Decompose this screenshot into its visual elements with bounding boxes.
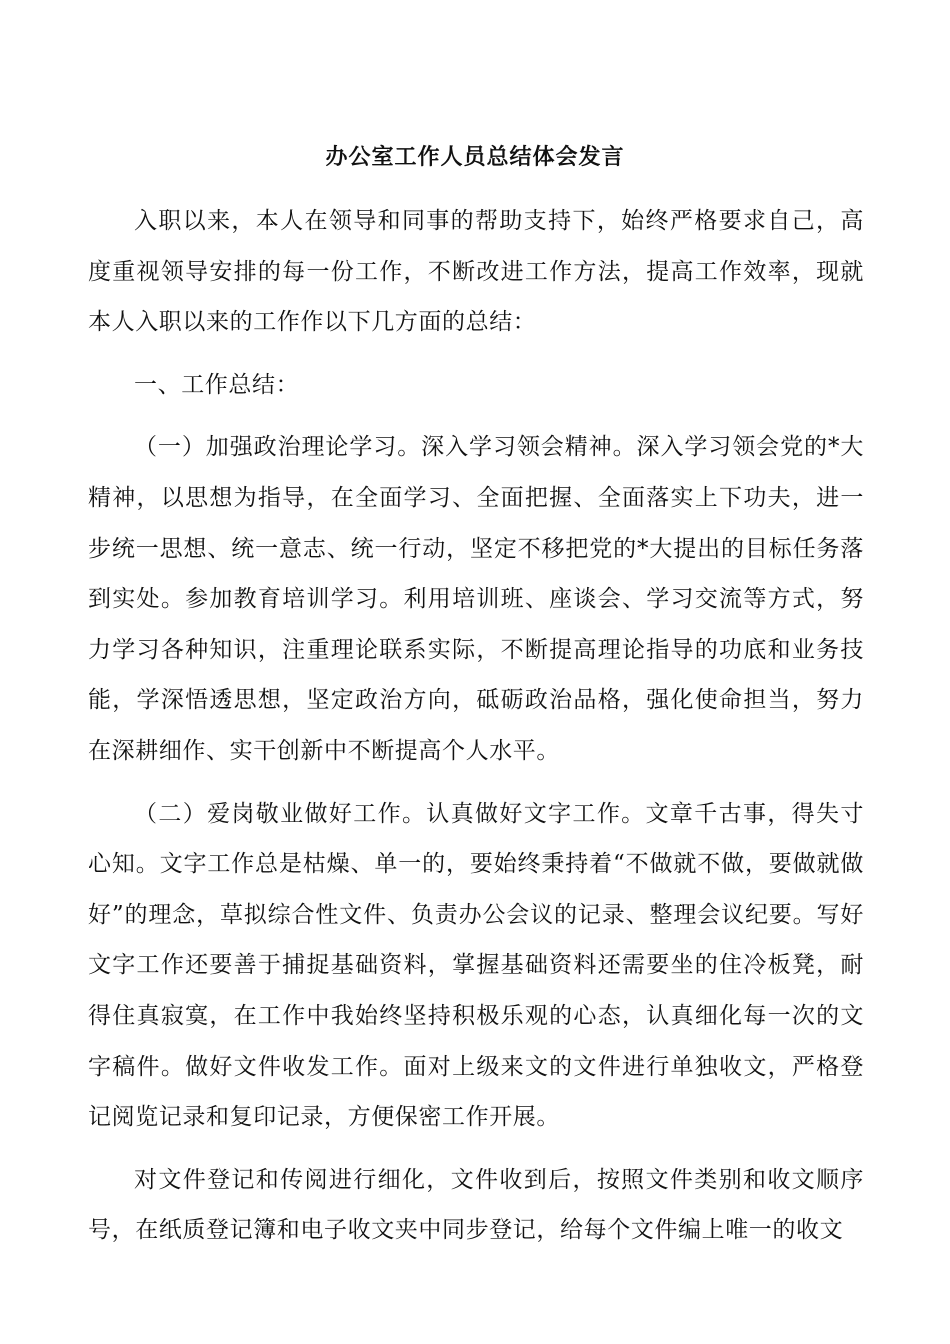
paragraph-file-registration: 对文件登记和传阅进行细化，文件收到后，按照文件类别和收文顺序号，在纸质登记簿和电子收文夹中同步登记，给每个文件编上唯一的收文	[88, 1166, 864, 1244]
paragraph-intro: 入职以来，本人在领导和同事的帮助支持下，始终严格要求自己，高度重视领导安排的每一份工作，不断改进工作方法，提高工作效率，现就本人入职以来的工作作以下几方面的总结：	[88, 208, 864, 336]
paragraph-dedicated-work: （二）爱岗敬业做好工作。认真做好文字工作。文章千古事，得失寸心知。文字工作总是枯燥、单一的，要始终秉持着“不做就不做，要做就做好”的理念，草拟综合性文件、负责办公会议的记录、整理会议纪要。写好文字工作还要善于捕捉基础资料，掌握基础资料还需要坐的住冷板凳，耐得住真寂寞，在工作中我始终坚持积极乐观的心态，认真细化每一次的文字稿件。做好文件收发工作。面对上级来文的文件进行单独收文，严格登记阅览记录和复印记录，方便保密工作开展。	[88, 800, 864, 1131]
document-body	[88, 196, 864, 1256]
paragraph-political-study: （一）加强政治理论学习。深入学习领会精神。深入学习领会党的*大精神，以思想为指导，在全面学习、全面把握、全面落实上下功夫，进一步统一思想、统一意志、统一行动，坚定不移把党的*大提出的目标任务落到实处。参加教育培训学习。利用培训班、座谈会、学习交流等方式，努力学习各种知识，注重理论联系实际，不断提高理论指导的功底和业务技能，学深悟透思想，坚定政治方向，砥砺政治品格，强化使命担当，努力在深耕细作、实干创新中不断提高个人水平。	[88, 434, 864, 764]
section-heading-work-summary: 一、工作总结：	[134, 371, 300, 398]
document-title: 办公室工作人员总结体会发言	[325, 144, 625, 170]
